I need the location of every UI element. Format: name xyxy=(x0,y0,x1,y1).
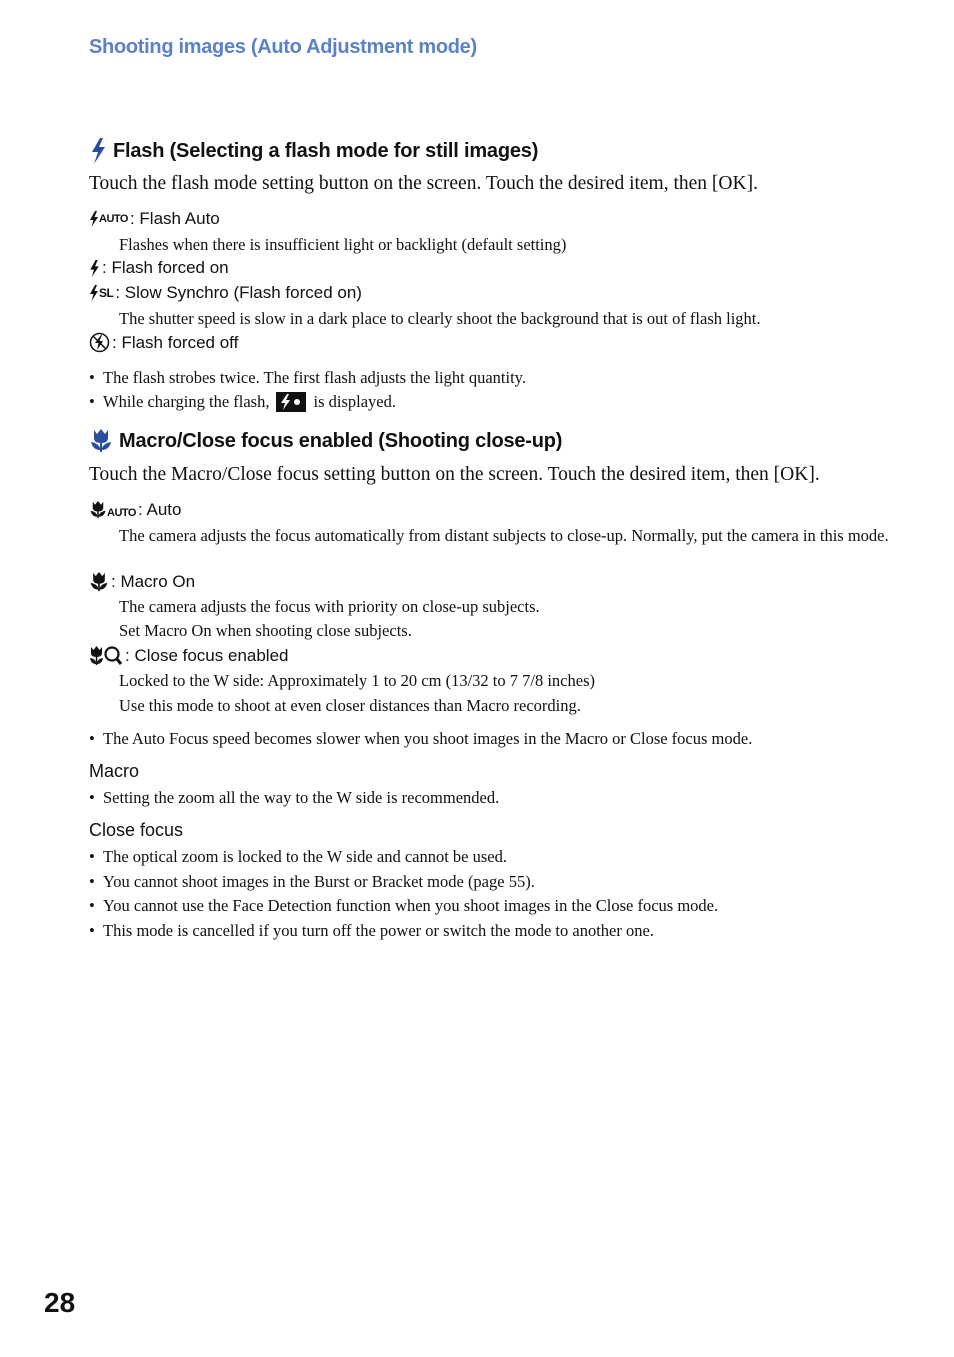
macro-on-option: : Macro On xyxy=(89,571,195,593)
flash-auto-desc: Flashes when there is insufficient light or backlight (default setting) xyxy=(119,235,567,254)
page-header: Shooting images (Auto Adjustment mode) xyxy=(89,36,477,58)
flash-icon xyxy=(89,137,107,165)
flash-forced-on-icon xyxy=(89,260,100,277)
macro-auto-option: AUTO : Auto xyxy=(89,500,181,520)
macro-note: • The Auto Focus speed becomes slower when you shoot images in the Macro or Close focus mode. xyxy=(89,729,753,748)
macro-on-desc-2: Set Macro On when shooting close subjects. xyxy=(119,621,412,640)
page-number: 28 xyxy=(44,1287,76,1318)
close-focus-note-3: • You cannot use the Face Detection function when you shoot images in the Close focus mode. xyxy=(89,896,719,915)
slow-synchro-icon: SL xyxy=(89,285,113,301)
macro-title-text: Macro/Close focus enabled (Shooting close-up) xyxy=(119,429,563,452)
tulip-icon xyxy=(89,428,113,454)
flash-off-option: : Flash forced off xyxy=(89,332,238,353)
flash-charging-icon xyxy=(276,392,306,412)
flash-auto-option: AUTO : Flash Auto xyxy=(89,209,220,229)
macro-subheading: Macro xyxy=(89,761,140,781)
flash-intro: Touch the flash mode setting button on the screen. Touch the desired item, then [OK]. xyxy=(89,173,758,194)
macro-auto-desc: The camera adjusts the focus automatically from distant subjects to close-up. Normally, put the camera in this mode. xyxy=(119,526,889,545)
slow-synchro-desc: The shutter speed is slow in a dark place to clearly shoot the background that is out of flash light. xyxy=(119,309,761,328)
slow-synchro-option: SL : Slow Synchro (Flash forced on) xyxy=(89,283,362,303)
macro-auto-icon: AUTO xyxy=(89,500,136,520)
flash-forced-on-option: : Flash forced on xyxy=(89,258,229,278)
flash-auto-icon: AUTO xyxy=(89,211,128,227)
macro-sub-note-1: • Setting the zoom all the way to the W side is recommended. xyxy=(89,788,500,807)
close-focus-note-2: • You cannot shoot images in the Burst or Bracket mode (page 55). xyxy=(89,872,535,891)
macro-section-title xyxy=(89,428,562,454)
close-focus-desc-2: Use this mode to shoot at even closer distances than Macro recording. xyxy=(119,696,581,715)
close-focus-subheading: Close focus xyxy=(89,820,184,840)
close-focus-note-1: • The optical zoom is locked to the W side and cannot be used. xyxy=(89,847,507,866)
close-focus-desc-1: Locked to the W side: Approximately 1 to 20 cm (13/32 to 7 7/8 inches) xyxy=(119,671,595,690)
macro-on-icon xyxy=(89,571,109,593)
flash-section-title xyxy=(89,137,538,165)
flash-note-2: • While charging the flash, is displayed. xyxy=(89,392,396,411)
flash-off-icon xyxy=(89,332,110,353)
flash-title-text: Flash (Selecting a flash mode for still images) xyxy=(113,139,539,162)
macro-on-desc-1: The camera adjusts the focus with priority on close-up subjects. xyxy=(119,597,540,616)
close-focus-note-4: • This mode is cancelled if you turn off the power or switch the mode to another one. xyxy=(89,921,654,940)
flash-note-1: • The flash strobes twice. The first flash adjusts the light quantity. xyxy=(89,368,526,387)
close-focus-option: : Close focus enabled xyxy=(89,645,289,667)
close-focus-icon xyxy=(89,645,123,667)
macro-intro: Touch the Macro/Close focus setting button on the screen. Touch the desired item, then [OK]. xyxy=(89,464,820,485)
